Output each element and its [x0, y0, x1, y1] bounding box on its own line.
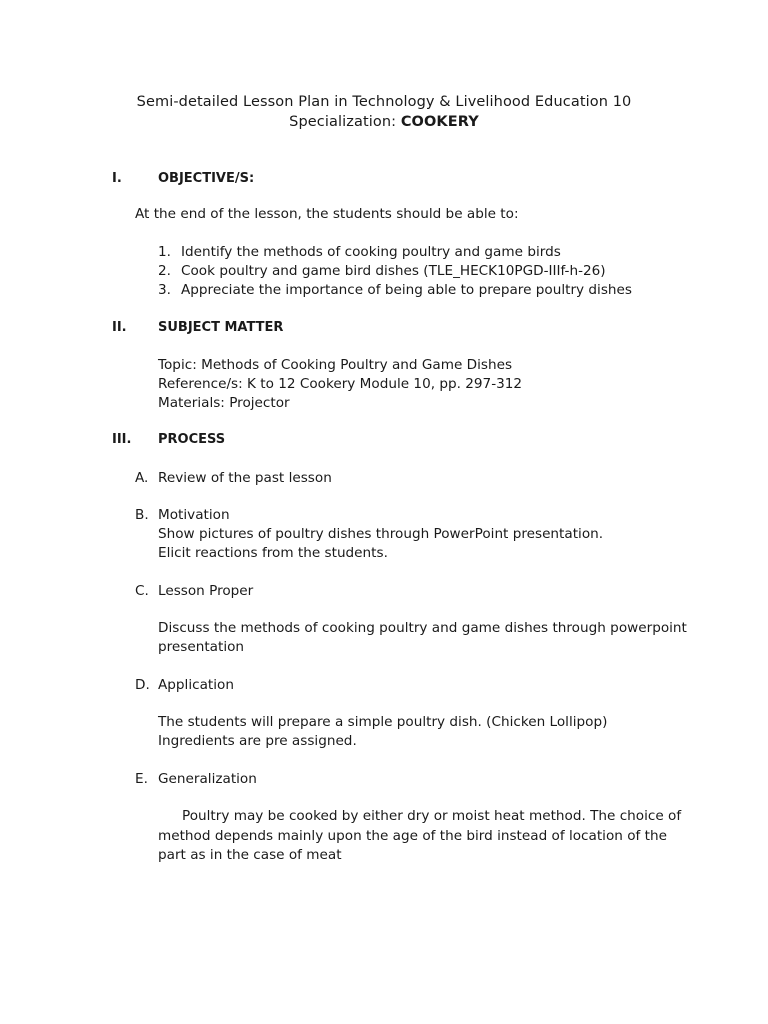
step-e-title: Generalization: [158, 771, 257, 787]
section-1-heading: OBJECTIVE/S:: [158, 171, 255, 186]
step-d-letter: D.: [135, 677, 150, 693]
objective-2-number: 2.: [158, 263, 171, 279]
step-e-line-2: method depends mainly upon the age of the bird instead of location of the: [158, 828, 667, 844]
document-title: [0, 94, 768, 110]
section-2-heading: SUBJECT MATTER: [158, 320, 284, 335]
step-b-letter: B.: [135, 507, 149, 523]
objective-1-number: 1.: [158, 244, 171, 260]
step-e-line-3: part as in the case of meat: [158, 847, 342, 863]
step-d-line-1: The students will prepare a simple poultry dish. (Chicken Lollipop): [158, 714, 608, 730]
step-e-letter: E.: [135, 771, 148, 787]
step-d-title: Application: [158, 677, 234, 693]
step-b-line-2: Elicit reactions from the students.: [158, 545, 388, 561]
step-c-line-2: presentation: [158, 639, 245, 655]
specialization-label: Specialization:: [289, 114, 401, 130]
objective-2-text: Cook poultry and game bird dishes (TLE_HECK10PGD-IIIf-h-26): [181, 263, 606, 279]
step-c-title: Lesson Proper: [158, 583, 254, 599]
section-1-numeral: I.: [112, 171, 122, 186]
section-3-heading: PROCESS: [158, 432, 226, 447]
objective-3-text: Appreciate the importance of being able to prepare poultry dishes: [181, 282, 632, 298]
step-c-line-1: Discuss the methods of cooking poultry and game dishes through powerpoint: [158, 620, 687, 636]
step-b-line-1: Show pictures of poultry dishes through PowerPoint presentation.: [158, 526, 604, 542]
step-a-title: Review of the past lesson: [158, 470, 332, 486]
step-c-letter: C.: [135, 583, 149, 599]
step-a-letter: A.: [135, 470, 149, 486]
specialization-value: COOKERY: [400, 114, 479, 130]
step-b-title: Motivation: [158, 507, 230, 523]
objective-1-text: Identify the methods of cooking poultry and game birds: [181, 244, 561, 260]
section-2-numeral: II.: [112, 320, 127, 335]
subject-reference: Reference/s: K to 12 Cookery Module 10, pp. 297-312: [158, 376, 523, 392]
subject-materials: Materials: Projector: [158, 395, 290, 411]
step-d-line-2: Ingredients are pre assigned.: [158, 733, 357, 749]
objective-3-number: 3.: [158, 282, 171, 298]
objectives-intro: At the end of the lesson, the students should be able to:: [135, 206, 519, 222]
title-line-1: Semi-detailed Lesson Plan in Technology & Livelihood Education 10: [136, 94, 632, 110]
document-subtitle: [0, 114, 768, 130]
step-e-line-1: Poultry may be cooked by either dry or moist heat method. The choice of: [182, 808, 682, 824]
section-3-numeral: III.: [112, 432, 132, 447]
subject-topic: Topic: Methods of Cooking Poultry and Game Dishes: [158, 357, 513, 373]
